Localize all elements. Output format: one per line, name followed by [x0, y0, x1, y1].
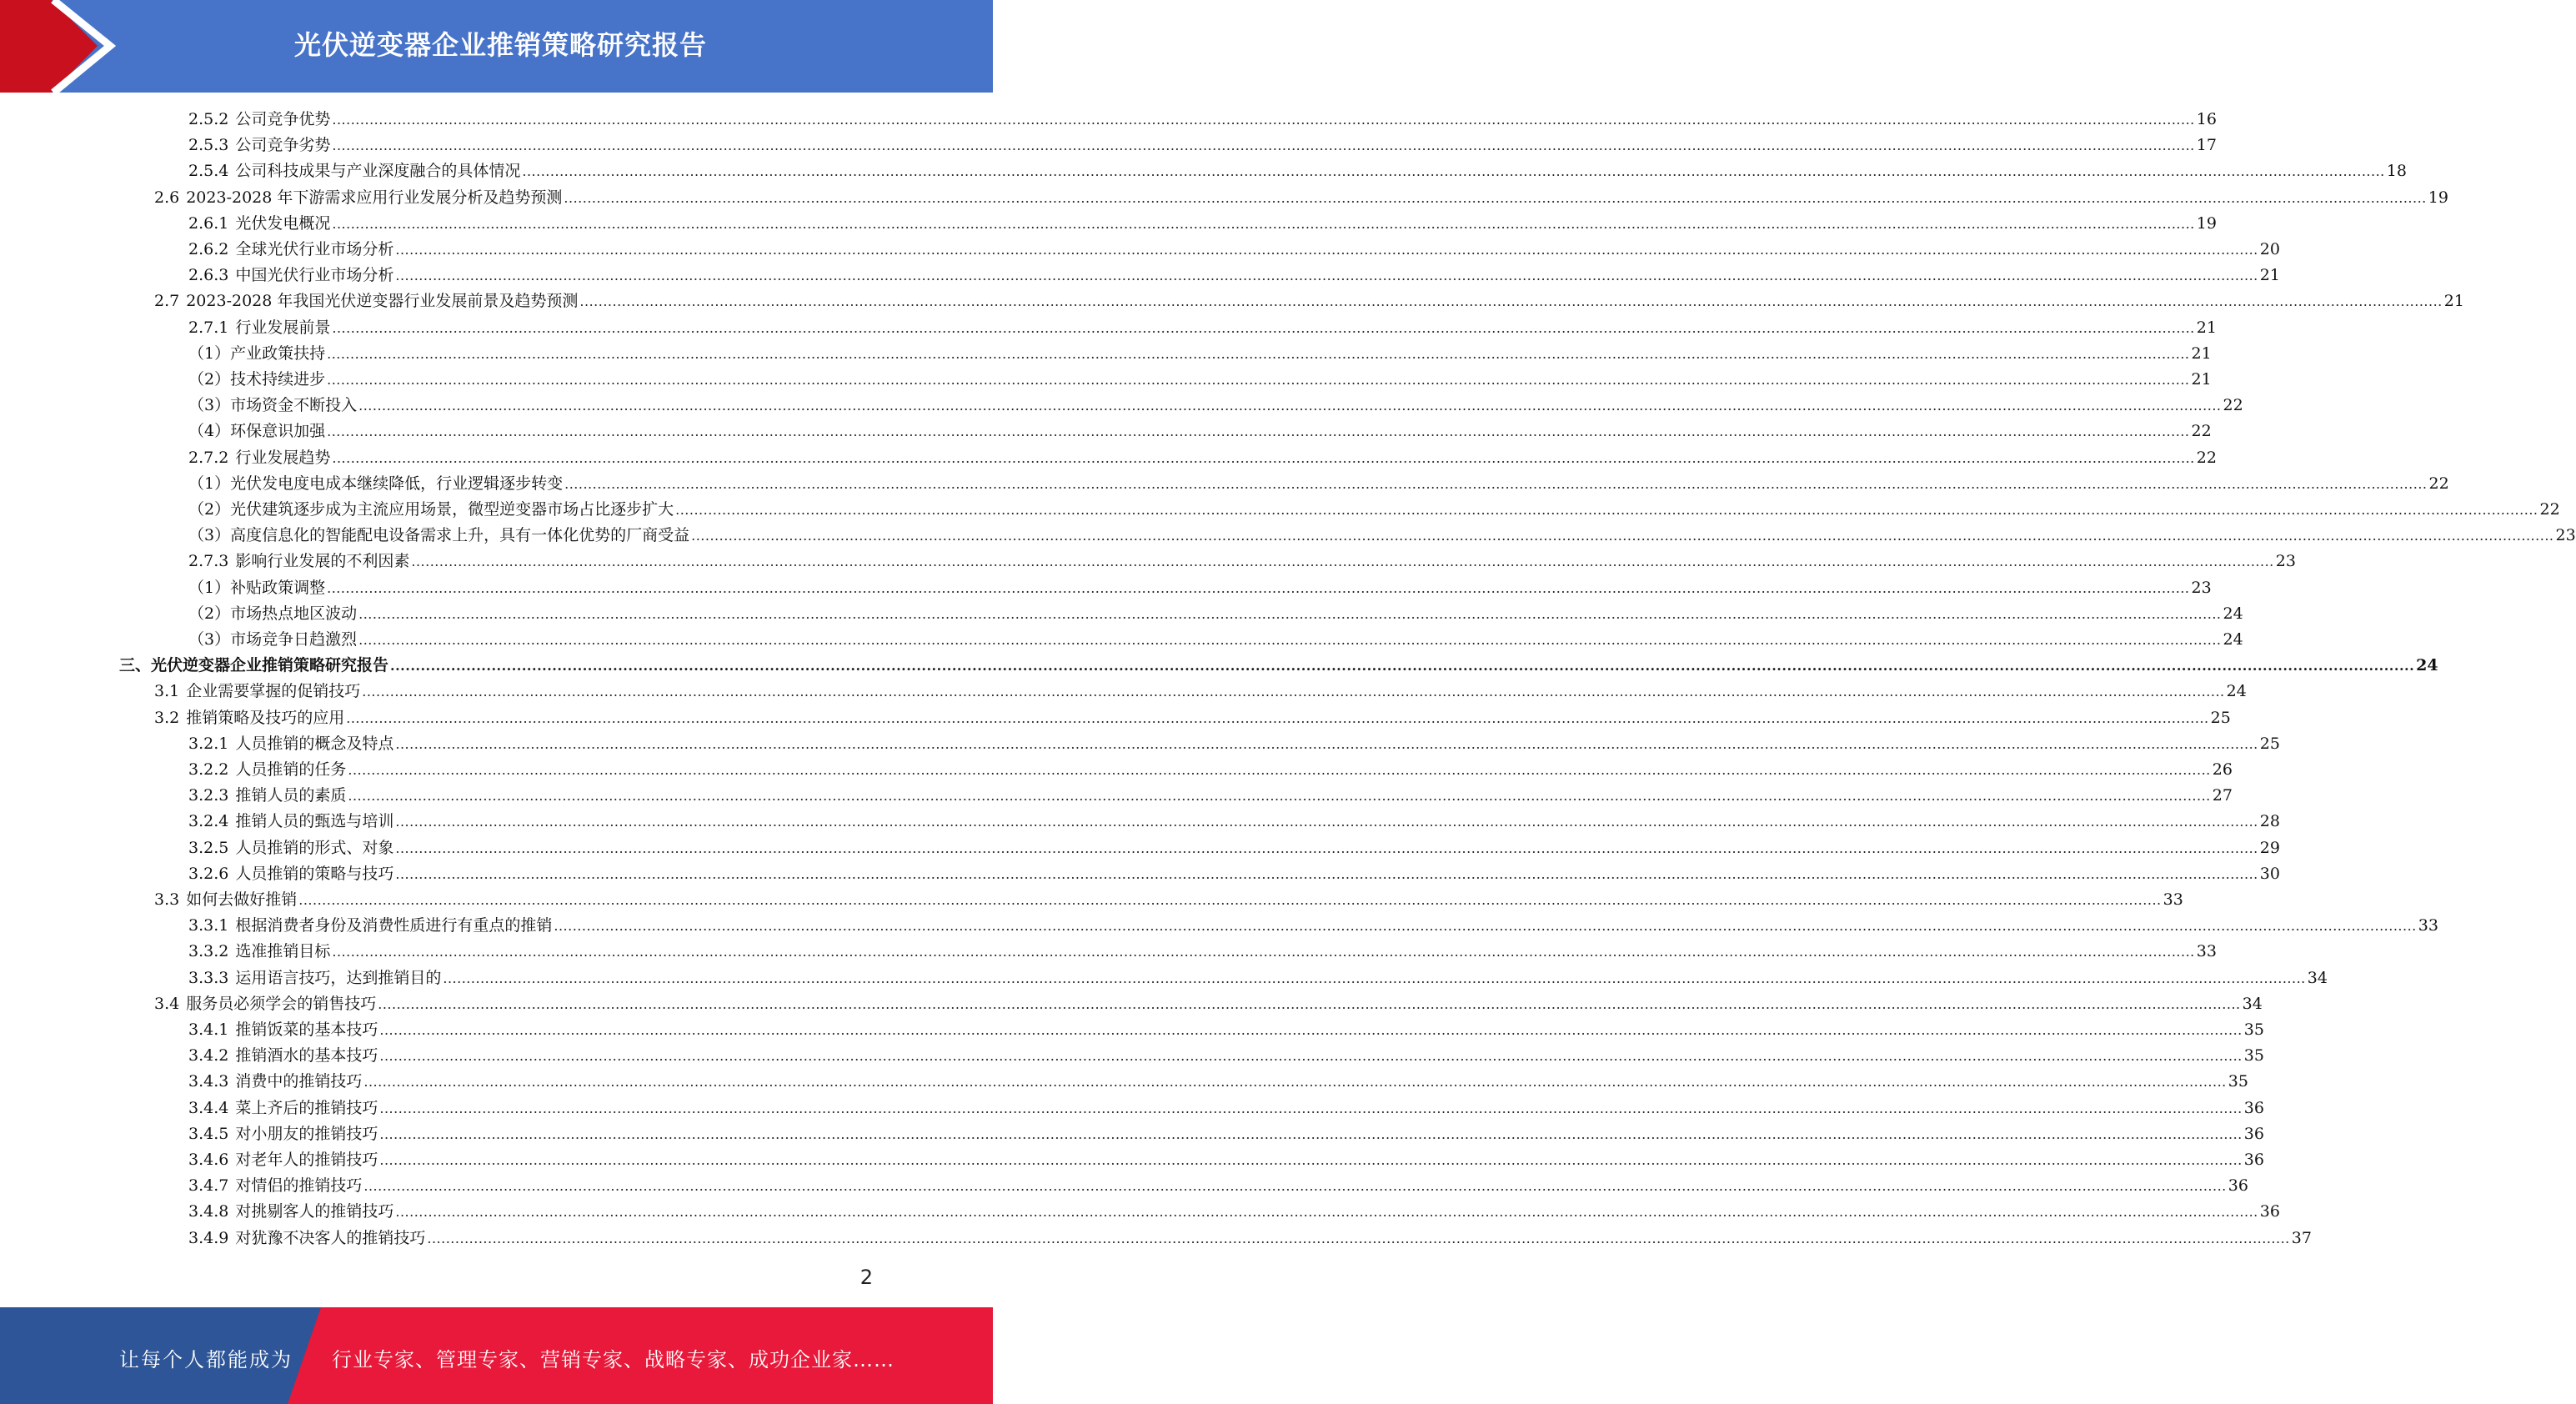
toc-entry-page: 26 — [2212, 760, 2233, 779]
toc-entry-page: 22 — [2428, 474, 2449, 493]
toc-entry[interactable] — [188, 1017, 2264, 1043]
toc-entry-number: 3.3 — [154, 890, 180, 909]
toc-leader-dots: ................................................................................................................................................................................................................................................................................................................................................................................................................ — [348, 762, 2211, 778]
toc-entry[interactable] — [154, 288, 2464, 314]
toc-leader-dots: ................................................................................................................................................................................................................................................................................................................................................................................................................ — [362, 684, 2225, 699]
toc-entry-page: 21 — [2191, 344, 2212, 363]
toc-entry-title: 环保意识加强 — [230, 422, 326, 440]
toc-entry-page: 36 — [2228, 1176, 2248, 1195]
page-footer — [0, 1307, 993, 1404]
toc-entry-page: 22 — [2196, 449, 2217, 467]
toc-entry-title: 行业发展前景 — [235, 318, 331, 337]
toc-entry-page: 34 — [2307, 969, 2328, 987]
toc-entry[interactable] — [188, 939, 2217, 965]
toc-entry-page: 35 — [2228, 1072, 2248, 1091]
toc-leader-dots: ................................................................................................................................................................................................................................................................................................................................................................................................................ — [564, 476, 2428, 492]
toc-entry[interactable] — [154, 705, 2231, 731]
toc-entry-page: 24 — [2223, 604, 2243, 623]
toc-leader-dots: ................................................................................................................................................................................................................................................................................................................................................................................................................ — [358, 398, 2222, 414]
toc-entry-page: 17 — [2196, 136, 2217, 154]
toc-leader-dots: ................................................................................................................................................................................................................................................................................................................................................................................................................ — [332, 216, 2195, 232]
toc-entry[interactable] — [188, 1147, 2264, 1173]
toc-entry[interactable] — [188, 315, 2217, 341]
toc-entry-number: 3.2.6 — [188, 865, 229, 883]
toc-entry-number: 3.2.5 — [188, 839, 229, 857]
toc-entry-page: 21 — [2191, 370, 2212, 389]
toc-leader-dots: ................................................................................................................................................................................................................................................................................................................................................................................................................ — [554, 918, 2417, 934]
toc-entry-number: 3.4.2 — [188, 1046, 229, 1065]
toc-entry[interactable] — [154, 887, 2183, 913]
toc-entry-title: 选准推销目标 — [235, 942, 331, 960]
toc-entry[interactable] — [154, 679, 2247, 705]
toc-entry[interactable] — [188, 341, 2212, 367]
toc-entry-number: 3.2.2 — [188, 760, 229, 779]
toc-entry-title: 高度信息化的智能配电设备需求上升，具有一体化优势的厂商受益 — [230, 526, 690, 544]
toc-entry-title: 市场热点地区波动 — [230, 604, 358, 623]
toc-leader-dots: ................................................................................................................................................................................................................................................................................................................................................................................................................ — [522, 163, 2385, 179]
toc-entry[interactable] — [119, 653, 2438, 679]
toc-leader-dots: ................................................................................................................................................................................................................................................................................................................................................................................................................ — [379, 1022, 2243, 1038]
toc-entry-title: 菜上齐后的推销技巧 — [235, 1099, 378, 1117]
toc-entry-page: 36 — [2243, 1099, 2264, 1117]
toc-entry[interactable] — [188, 263, 2280, 288]
toc-leader-dots: ................................................................................................................................................................................................................................................................................................................................................................................................................ — [358, 632, 2222, 648]
toc-entry-title: 推销饭菜的基本技巧 — [235, 1020, 378, 1039]
toc-entry[interactable] — [188, 575, 2212, 601]
toc-entry-number: （2） — [188, 370, 231, 389]
toc-entry-title: 对情侣的推销技巧 — [235, 1176, 363, 1195]
toc-entry[interactable] — [188, 1096, 2264, 1121]
toc-leader-dots: ................................................................................................................................................................................................................................................................................................................................................................................................................ — [363, 1074, 2227, 1090]
toc-entry-page: 24 — [2226, 682, 2247, 700]
toc-entry[interactable] — [188, 107, 2217, 133]
toc-entry-page: 22 — [2539, 500, 2560, 519]
toc-entry-title: 影响行业发展的不利因素 — [235, 552, 410, 570]
toc-entry[interactable] — [188, 497, 2560, 523]
toc-entry[interactable] — [188, 835, 2280, 861]
toc-entry-title: 公司竞争优势 — [235, 110, 331, 128]
toc-leader-dots: ................................................................................................................................................................................................................................................................................................................................................................................................................ — [298, 892, 2162, 908]
toc-leader-dots: ................................................................................................................................................................................................................................................................................................................................................................................................................ — [395, 814, 2258, 830]
toc-leader-dots: ................................................................................................................................................................................................................................................................................................................................................................................................................ — [358, 606, 2222, 622]
report-title: 光伏逆变器企业推销策略研究报告 — [293, 29, 707, 61]
toc-entry-number: 2.5.4 — [188, 162, 229, 180]
toc-leader-dots: ................................................................................................................................................................................................................................................................................................................................................................................................................ — [348, 788, 2211, 804]
toc-entry-page: 22 — [2223, 396, 2243, 414]
toc-entry-title: 运用语言技巧，达到推销目的 — [235, 969, 442, 987]
toc-entry-number: 3.1 — [154, 682, 180, 700]
toc-entry[interactable] — [188, 627, 2243, 653]
toc-leader-dots: ................................................................................................................................................................................................................................................................................................................................................................................................................ — [327, 372, 2190, 388]
toc-entry-number: 2.7.2 — [188, 449, 229, 467]
toc-entry-title: 人员推销的任务 — [235, 760, 347, 779]
toc-entry-number: （2） — [188, 604, 231, 623]
toc-entry-number: 3.2 — [154, 709, 180, 727]
toc-leader-dots: ................................................................................................................................................................................................................................................................................................................................................................................................................ — [379, 1101, 2243, 1116]
toc-entry-number: （1） — [188, 344, 231, 363]
toc-entry[interactable] — [188, 211, 2217, 237]
toc-entry-page: 30 — [2259, 865, 2280, 883]
toc-leader-dots: ................................................................................................................................................................................................................................................................................................................................................................................................................ — [395, 866, 2258, 882]
toc-leader-dots: ................................................................................................................................................................................................................................................................................................................................................................................................................ — [427, 1231, 2290, 1246]
toc-entry-page: 33 — [2196, 942, 2217, 960]
toc-entry-number: 3.4.9 — [188, 1229, 229, 1247]
toc-entry-number: 3.2.4 — [188, 812, 229, 830]
footer-slogan-left: 让每个人都能成为 — [119, 1348, 293, 1371]
toc-entry-title: 对犹豫不决客人的推销技巧 — [235, 1229, 426, 1247]
toc-entry-number: （2） — [188, 500, 231, 519]
toc-entry-number: 2.6.2 — [188, 240, 229, 258]
toc-entry-number: 2.7.3 — [188, 552, 229, 570]
toc-entry-number: 2.5.3 — [188, 136, 229, 154]
toc-leader-dots: ................................................................................................................................................................................................................................................................................................................................................................................................................ — [691, 528, 2554, 544]
toc-entry-page: 21 — [2259, 266, 2280, 284]
toc-leader-dots: ................................................................................................................................................................................................................................................................................................................................................................................................................ — [395, 1204, 2258, 1220]
toc-entry-title: 行业发展趋势 — [235, 449, 331, 467]
toc-entry-title: 公司科技成果与产业深度融合的具体情况 — [235, 162, 521, 180]
toc-entry-page: 33 — [2418, 916, 2438, 935]
toc-entry[interactable] — [188, 133, 2217, 158]
toc-entry-page: 23 — [2275, 552, 2296, 570]
toc-entry-page: 36 — [2259, 1202, 2280, 1221]
toc-entry-title: 产业政策扶持 — [230, 344, 326, 363]
toc-entry-number: 3.4.7 — [188, 1176, 229, 1195]
toc-entry-title: 推销人员的甄选与培训 — [235, 812, 394, 830]
toc-leader-dots: ................................................................................................................................................................................................................................................................................................................................................................................................................ — [332, 944, 2195, 960]
page-number: 2 — [860, 1266, 873, 1289]
toc-entry-page: 23 — [2191, 579, 2212, 597]
toc-entry[interactable] — [188, 783, 2233, 809]
toc-entry-title: 推销人员的素质 — [235, 786, 347, 805]
toc-entry-title: 消费中的推销技巧 — [235, 1072, 363, 1091]
toc-leader-dots: ................................................................................................................................................................................................................................................................................................................................................................................................................ — [327, 346, 2190, 362]
toc-entry-number: （1） — [188, 579, 231, 597]
toc-entry-page: 35 — [2243, 1046, 2264, 1065]
toc-entry-title: 市场竞争日趋激烈 — [230, 630, 358, 649]
toc-entry[interactable] — [188, 523, 2576, 549]
toc-leader-dots: ................................................................................................................................................................................................................................................................................................................................................................................................................ — [332, 112, 2195, 128]
toc-entry-number: 3.4.8 — [188, 1202, 229, 1221]
toc-entry-title: 推销策略及技巧的应用 — [186, 709, 345, 727]
toc-entry-number: 3.4.3 — [188, 1072, 229, 1091]
toc-entry[interactable] — [188, 1121, 2264, 1147]
toc-entry-number: 3.4 — [154, 995, 180, 1013]
toc-entry[interactable] — [188, 237, 2280, 263]
toc-entry[interactable] — [188, 965, 2328, 991]
toc-leader-dots: ................................................................................................................................................................................................................................................................................................................................................................................................................ — [378, 996, 2241, 1012]
toc-leader-dots: ................................................................................................................................................................................................................................................................................................................................................................................................................ — [327, 424, 2190, 439]
toc-leader-dots: ................................................................................................................................................................................................................................................................................................................................................................................................................ — [579, 293, 2443, 309]
toc-entry[interactable] — [188, 731, 2280, 757]
toc-entry-title: 根据消费者身份及消费性质进行有重点的推销 — [235, 916, 553, 935]
toc-entry-page: 19 — [2428, 188, 2448, 207]
toc-entry-page: 28 — [2259, 812, 2280, 830]
footer-slogan-right: 行业专家、管理专家、营销专家、战略专家、成功企业家…… — [332, 1348, 895, 1371]
toc-entry[interactable] — [188, 471, 2449, 497]
toc-entry-number: （4） — [188, 422, 231, 440]
toc-entry-page: 24 — [2416, 656, 2438, 674]
toc-entry[interactable] — [188, 809, 2280, 835]
toc-entry-number: 3.4.1 — [188, 1020, 229, 1039]
toc-leader-dots: ................................................................................................................................................................................................................................................................................................................................................................................................................ — [395, 268, 2258, 283]
toc-entry[interactable] — [188, 1173, 2248, 1199]
toc-entry-number: 3.4.6 — [188, 1151, 229, 1169]
toc-entry[interactable] — [188, 913, 2438, 939]
toc-entry-page: 33 — [2163, 890, 2183, 909]
toc-entry-title: 2023-2028 年我国光伏逆变器行业发展前景及趋势预测 — [186, 292, 579, 310]
toc-entry-number: 3.4.5 — [188, 1125, 229, 1143]
toc-leader-dots: ................................................................................................................................................................................................................................................................................................................................................................................................................ — [395, 840, 2258, 856]
toc-entry-number: 三、 — [119, 656, 152, 674]
toc-entry[interactable] — [188, 445, 2217, 471]
toc-leader-dots: ................................................................................................................................................................................................................................................................................................................................................................................................................ — [346, 710, 2209, 726]
toc-entry-title: 公司竞争劣势 — [235, 136, 331, 154]
toc-entry-page: 21 — [2443, 292, 2464, 310]
toc-entry[interactable] — [188, 549, 2296, 574]
toc-entry-number: 3.2.1 — [188, 735, 229, 753]
toc-entry-number: （3） — [188, 396, 231, 414]
toc-entry-number: （3） — [188, 526, 231, 544]
toc-entry-title: 光伏发电概况 — [235, 214, 331, 233]
toc-entry-page: 21 — [2196, 318, 2217, 337]
toc-leader-dots: ................................................................................................................................................................................................................................................................................................................................................................................................................ — [395, 242, 2258, 258]
toc-entry-title: 对小朋友的推销技巧 — [235, 1125, 378, 1143]
toc-entry[interactable] — [188, 419, 2212, 444]
toc-entry-page: 36 — [2243, 1125, 2264, 1143]
toc-entry-title: 人员推销的策略与技巧 — [235, 865, 394, 883]
toc-entry-title: 光伏逆变器企业推销策略研究报告 — [151, 656, 389, 674]
toc-entry-number: 2.7 — [154, 292, 180, 310]
toc-entry-page: 18 — [2386, 162, 2407, 180]
toc-entry-title: 对老年人的推销技巧 — [235, 1151, 378, 1169]
toc-entry-page: 35 — [2243, 1020, 2264, 1039]
toc-entry-title: 全球光伏行业市场分析 — [235, 240, 394, 258]
toc-entry[interactable] — [188, 861, 2280, 887]
toc-entry-page: 25 — [2259, 735, 2280, 753]
toc-leader-dots: ................................................................................................................................................................................................................................................................................................................................................................................................................ — [379, 1126, 2243, 1142]
toc-entry-page: 37 — [2291, 1229, 2312, 1247]
toc-leader-dots: ................................................................................................................................................................................................................................................................................................................................................................................................................ — [395, 736, 2258, 752]
toc-entry-page: 24 — [2223, 630, 2243, 649]
toc-entry-title: 人员推销的形式、对象 — [235, 839, 394, 857]
toc-entry-page: 36 — [2243, 1151, 2264, 1169]
toc-entry[interactable] — [188, 601, 2243, 627]
toc-entry-title: 推销酒水的基本技巧 — [235, 1046, 378, 1065]
toc-entry-number: 2.5.2 — [188, 110, 229, 128]
toc-entry[interactable] — [188, 1199, 2280, 1225]
toc-entry[interactable] — [188, 393, 2243, 419]
toc-entry[interactable] — [188, 757, 2233, 783]
toc-entry-title: 光伏建筑逐步成为主流应用场景，微型逆变器市场占比逐步扩大 — [230, 500, 674, 519]
toc-entry-page: 25 — [2210, 709, 2231, 727]
toc-entry-number: 3.2.3 — [188, 786, 229, 805]
toc-entry-number: （3） — [188, 630, 231, 649]
toc-entry[interactable] — [188, 1069, 2248, 1095]
toc-entry-number: 3.3.3 — [188, 969, 229, 987]
toc-entry[interactable] — [188, 1226, 2312, 1251]
toc-entry-title: 如何去做好推销 — [186, 890, 298, 909]
toc-leader-dots: ................................................................................................................................................................................................................................................................................................................................................................................................................ — [332, 450, 2195, 466]
toc-entry-page: 27 — [2212, 786, 2233, 805]
toc-entry-number: 3.3.2 — [188, 942, 229, 960]
toc-entry-number: 3.4.4 — [188, 1099, 229, 1117]
toc-entry-number: 3.3.1 — [188, 916, 229, 935]
toc-entry-number: （1） — [188, 474, 231, 493]
toc-entry-page: 34 — [2242, 995, 2263, 1013]
page-header — [0, 0, 993, 93]
toc-leader-dots: ................................................................................................................................................................................................................................................................................................................................................................................................................ — [443, 970, 2306, 986]
toc-leader-dots: ................................................................................................................................................................................................................................................................................................................................................................................................................ — [363, 1178, 2227, 1194]
toc-entry[interactable] — [188, 158, 2407, 184]
toc-entry-page: 20 — [2259, 240, 2280, 258]
toc-leader-dots: ................................................................................................................................................................................................................................................................................................................................................................................................................ — [390, 658, 2415, 674]
toc-entry-title: 2023-2028 年下游需求应用行业发展分析及趋势预测 — [186, 188, 563, 207]
toc-entry-page: 22 — [2191, 422, 2212, 440]
toc-leader-dots: ................................................................................................................................................................................................................................................................................................................................................................................................................ — [332, 138, 2195, 153]
toc-entry-number: 2.7.1 — [188, 318, 229, 337]
toc-entry[interactable] — [188, 367, 2212, 393]
toc-entry[interactable] — [154, 991, 2263, 1017]
toc-leader-dots: ................................................................................................................................................................................................................................................................................................................................................................................................................ — [379, 1048, 2243, 1064]
toc-entry-title: 人员推销的概念及特点 — [235, 735, 394, 753]
toc-entry[interactable] — [154, 185, 2448, 211]
toc-leader-dots: ................................................................................................................................................................................................................................................................................................................................................................................................................ — [327, 580, 2190, 596]
toc-entry-title: 技术持续进步 — [230, 370, 326, 389]
toc-leader-dots: ................................................................................................................................................................................................................................................................................................................................................................................................................ — [379, 1152, 2243, 1168]
toc-entry-number: 2.6.1 — [188, 214, 229, 233]
toc-leader-dots: ................................................................................................................................................................................................................................................................................................................................................................................................................ — [332, 320, 2195, 336]
toc-entry-number: 2.6.3 — [188, 266, 229, 284]
toc-leader-dots: ................................................................................................................................................................................................................................................................................................................................................................................................................ — [564, 190, 2427, 206]
toc-entry-title: 补贴政策调整 — [230, 579, 326, 597]
toc-entry-page: 23 — [2555, 526, 2576, 544]
toc-leader-dots: ................................................................................................................................................................................................................................................................................................................................................................................................................ — [411, 554, 2274, 569]
toc-entry-title: 中国光伏行业市场分析 — [235, 266, 394, 284]
toc-entry[interactable] — [188, 1043, 2264, 1069]
toc-entry-number: 2.6 — [154, 188, 180, 207]
toc-entry-title: 企业需要掌握的促销技巧 — [186, 682, 361, 700]
toc-entry-page: 19 — [2196, 214, 2217, 233]
toc-entry-title: 服务员必须学会的销售技巧 — [186, 995, 377, 1013]
toc-entry-page: 29 — [2259, 839, 2280, 857]
toc-leader-dots: ................................................................................................................................................................................................................................................................................................................................................................................................................ — [675, 502, 2538, 518]
toc-entry-page: 16 — [2196, 110, 2217, 128]
toc-entry-title: 光伏发电度电成本继续降低，行业逻辑逐步转变 — [230, 474, 564, 493]
toc-entry-title: 市场资金不断投入 — [230, 396, 358, 414]
toc-entry-title: 对挑剔客人的推销技巧 — [235, 1202, 394, 1221]
